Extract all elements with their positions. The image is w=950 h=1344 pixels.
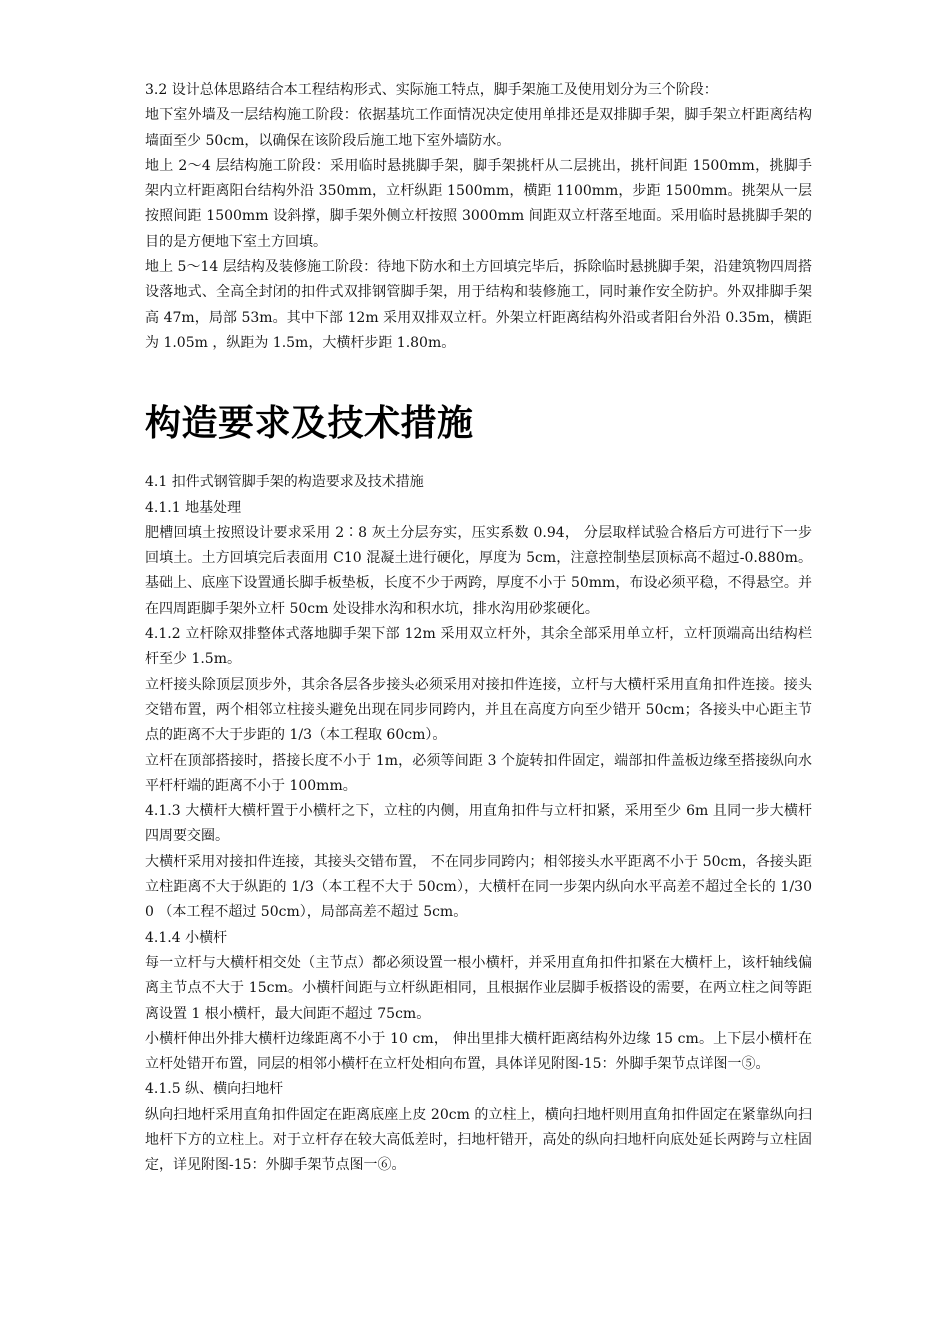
paragraph-foundation: 肥槽回填土按照设计要求采用 2∶8 灰土分层夯实，压实系数 0.94， 分层取样试验合格后方可进行下一步回填土。土方回填完后表面用 C10 混凝土进行硬化，厚度为 5cm，注意控制垫层顶标高不超过-0.880m。基础上、底座下设置通长脚手板垫板，长度不少于两跨，厚度不小于 50mm，布设必须平稳，不得悬空。并在四周距脚手架外立杆 50cm 处设排水沟和积水坑，排水沟用砂浆硬化。 — [145, 524, 812, 617]
subheading-4-1-1: 4.1.1 地基处理 — [145, 499, 242, 516]
subheading-4-1-5: 4.1.5 纵、横向扫地杆 — [145, 1081, 284, 1098]
document-page — [145, 78, 812, 1179]
paragraph-stage-3: 地上 5～14 层结构及装修施工阶段：待地下防水和土方回填完毕后，拆除临时悬挑脚手架，沿建筑物四周搭设落地式、全高全封闭的扣件式双排钢管脚手架，用于结构和装修施工，同时兼作安全防护。外双排脚手架高 47m，局部 53m。其中下部 12m 采用双排双立杆。外架立杆距离结构外沿或者阳台外沿 0.35m，横距为 1.05m ，纵距为 1.5m，大横杆步距 1.80m。 — [145, 259, 812, 351]
paragraph-stage-2: 地上 2～4 层结构施工阶段：采用临时悬挑脚手架，脚手架挑杆从二层挑出，挑杆间距 1500mm，挑脚手架内立杆距离阳台结构外沿 350mm，立杆纵距 1500mm，横距 1100mm，步距 1500mm。挑架从一层按照间距 1500mm 设斜撑，脚手架外侧立杆按照 3000mm 间距双立杆落至地面。采用临时悬挑脚手架的目的是方便地下室土方回填。 — [145, 157, 812, 250]
paragraph-stage-1: 地下室外墙及一层结构施工阶段：依据基坑工作面情况决定使用单排还是双排脚手架，脚手架立杆距离结构墙面至少 50cm，以确保在该阶段后施工地下室外墙防水。 — [145, 107, 812, 149]
paragraph-ledger-joints: 大横杆采用对接扣件连接，其接头交错布置， 不在同步同跨内；相邻接头水平距离不小于 50cm，各接头距立柱距离不大于纵距的 1/3（本工程不大于 50cm），大横杆在同一步架内纵向水平高差不超过全长的 1/300 （本工程不超过 50cm），局部高差不超过 5cm。 — [145, 853, 812, 921]
paragraph-transom-extension: 小横杆伸出外排大横杆边缘距离不小于 10 cm， 伸出里排大横杆距离结构外边缘 15 cm。上下层小横杆在立杆处错开布置，同层的相邻小横杆在立杆处相向布置，具体详见附图-15：外脚手架节点详图一⑤。 — [145, 1030, 812, 1073]
paragraph-4-1-2: 4.1.2 立杆除双排整体式落地脚手架下部 12m 采用双立杆外，其余全部采用单立杆，立杆顶端高出结构栏杆至少 1.5m。 — [145, 626, 812, 668]
subheading-4-1-4: 4.1.4 小横杆 — [145, 929, 228, 946]
section-3-2 — [145, 78, 812, 356]
section-4-1 — [145, 470, 812, 1178]
section-heading: 构造要求及技术措施 — [145, 403, 474, 445]
paragraph-sweep-rods: 纵向扫地杆采用直角扣件固定在距离底座上皮 20cm 的立柱上，横向扫地杆则用直角扣件固定在紧靠纵向扫地杆下方的立柱上。对于立杆存在较大高低差时，扫地杆错开，高处的纵向扫地杆向底处延长两跨与立柱固定，详见附图-15：外脚手架节点图一⑥。 — [145, 1106, 812, 1174]
paragraph-transom: 每一立杆与大横杆相交处（主节点）都必须设置一根小横杆，并采用直角扣件扣紧在大横杆上，该杆轴线偏离主节点不大于 15cm。小横杆间距与立杆纵距相同，且根据作业层脚手板搭设的需要，在两立柱之间等距离设置 1 根小横杆，最大间距不超过 75cm。 — [145, 954, 812, 1022]
paragraph-pole-lap: 立杆在顶部搭接时，搭接长度不小于 1m，必须等间距 3 个旋转扣件固定，端部扣件盖板边缘至搭接纵向水平杆杆端的距离不小于 100mm。 — [145, 752, 812, 794]
subheading-4-1: 4.1 扣件式钢管脚手架的构造要求及技术措施 — [145, 474, 424, 491]
paragraph-pole-joints: 立杆接头除顶层顶步外，其余各层各步接头必须采用对接扣件连接，立杆与大横杆采用直角扣件连接。接头交错布置，两个相邻立柱接头避免出现在同步同跨内，并且在高度方向至少错开 50cm；各接头中心距主节点的距离不大于步距的 1/3（本工程取 60cm）。 — [145, 676, 812, 744]
paragraph-3-2-intro: 3.2 设计总体思路结合本工程结构形式、实际施工特点，脚手架施工及使用划分为三个阶段： — [145, 82, 718, 98]
paragraph-4-1-3: 4.1.3 大横杆大横杆置于小横杆之下，立柱的内侧，用直角扣件与立杆扣紧，采用至少 6m 且同一步大横杆四周要交圈。 — [145, 803, 812, 845]
